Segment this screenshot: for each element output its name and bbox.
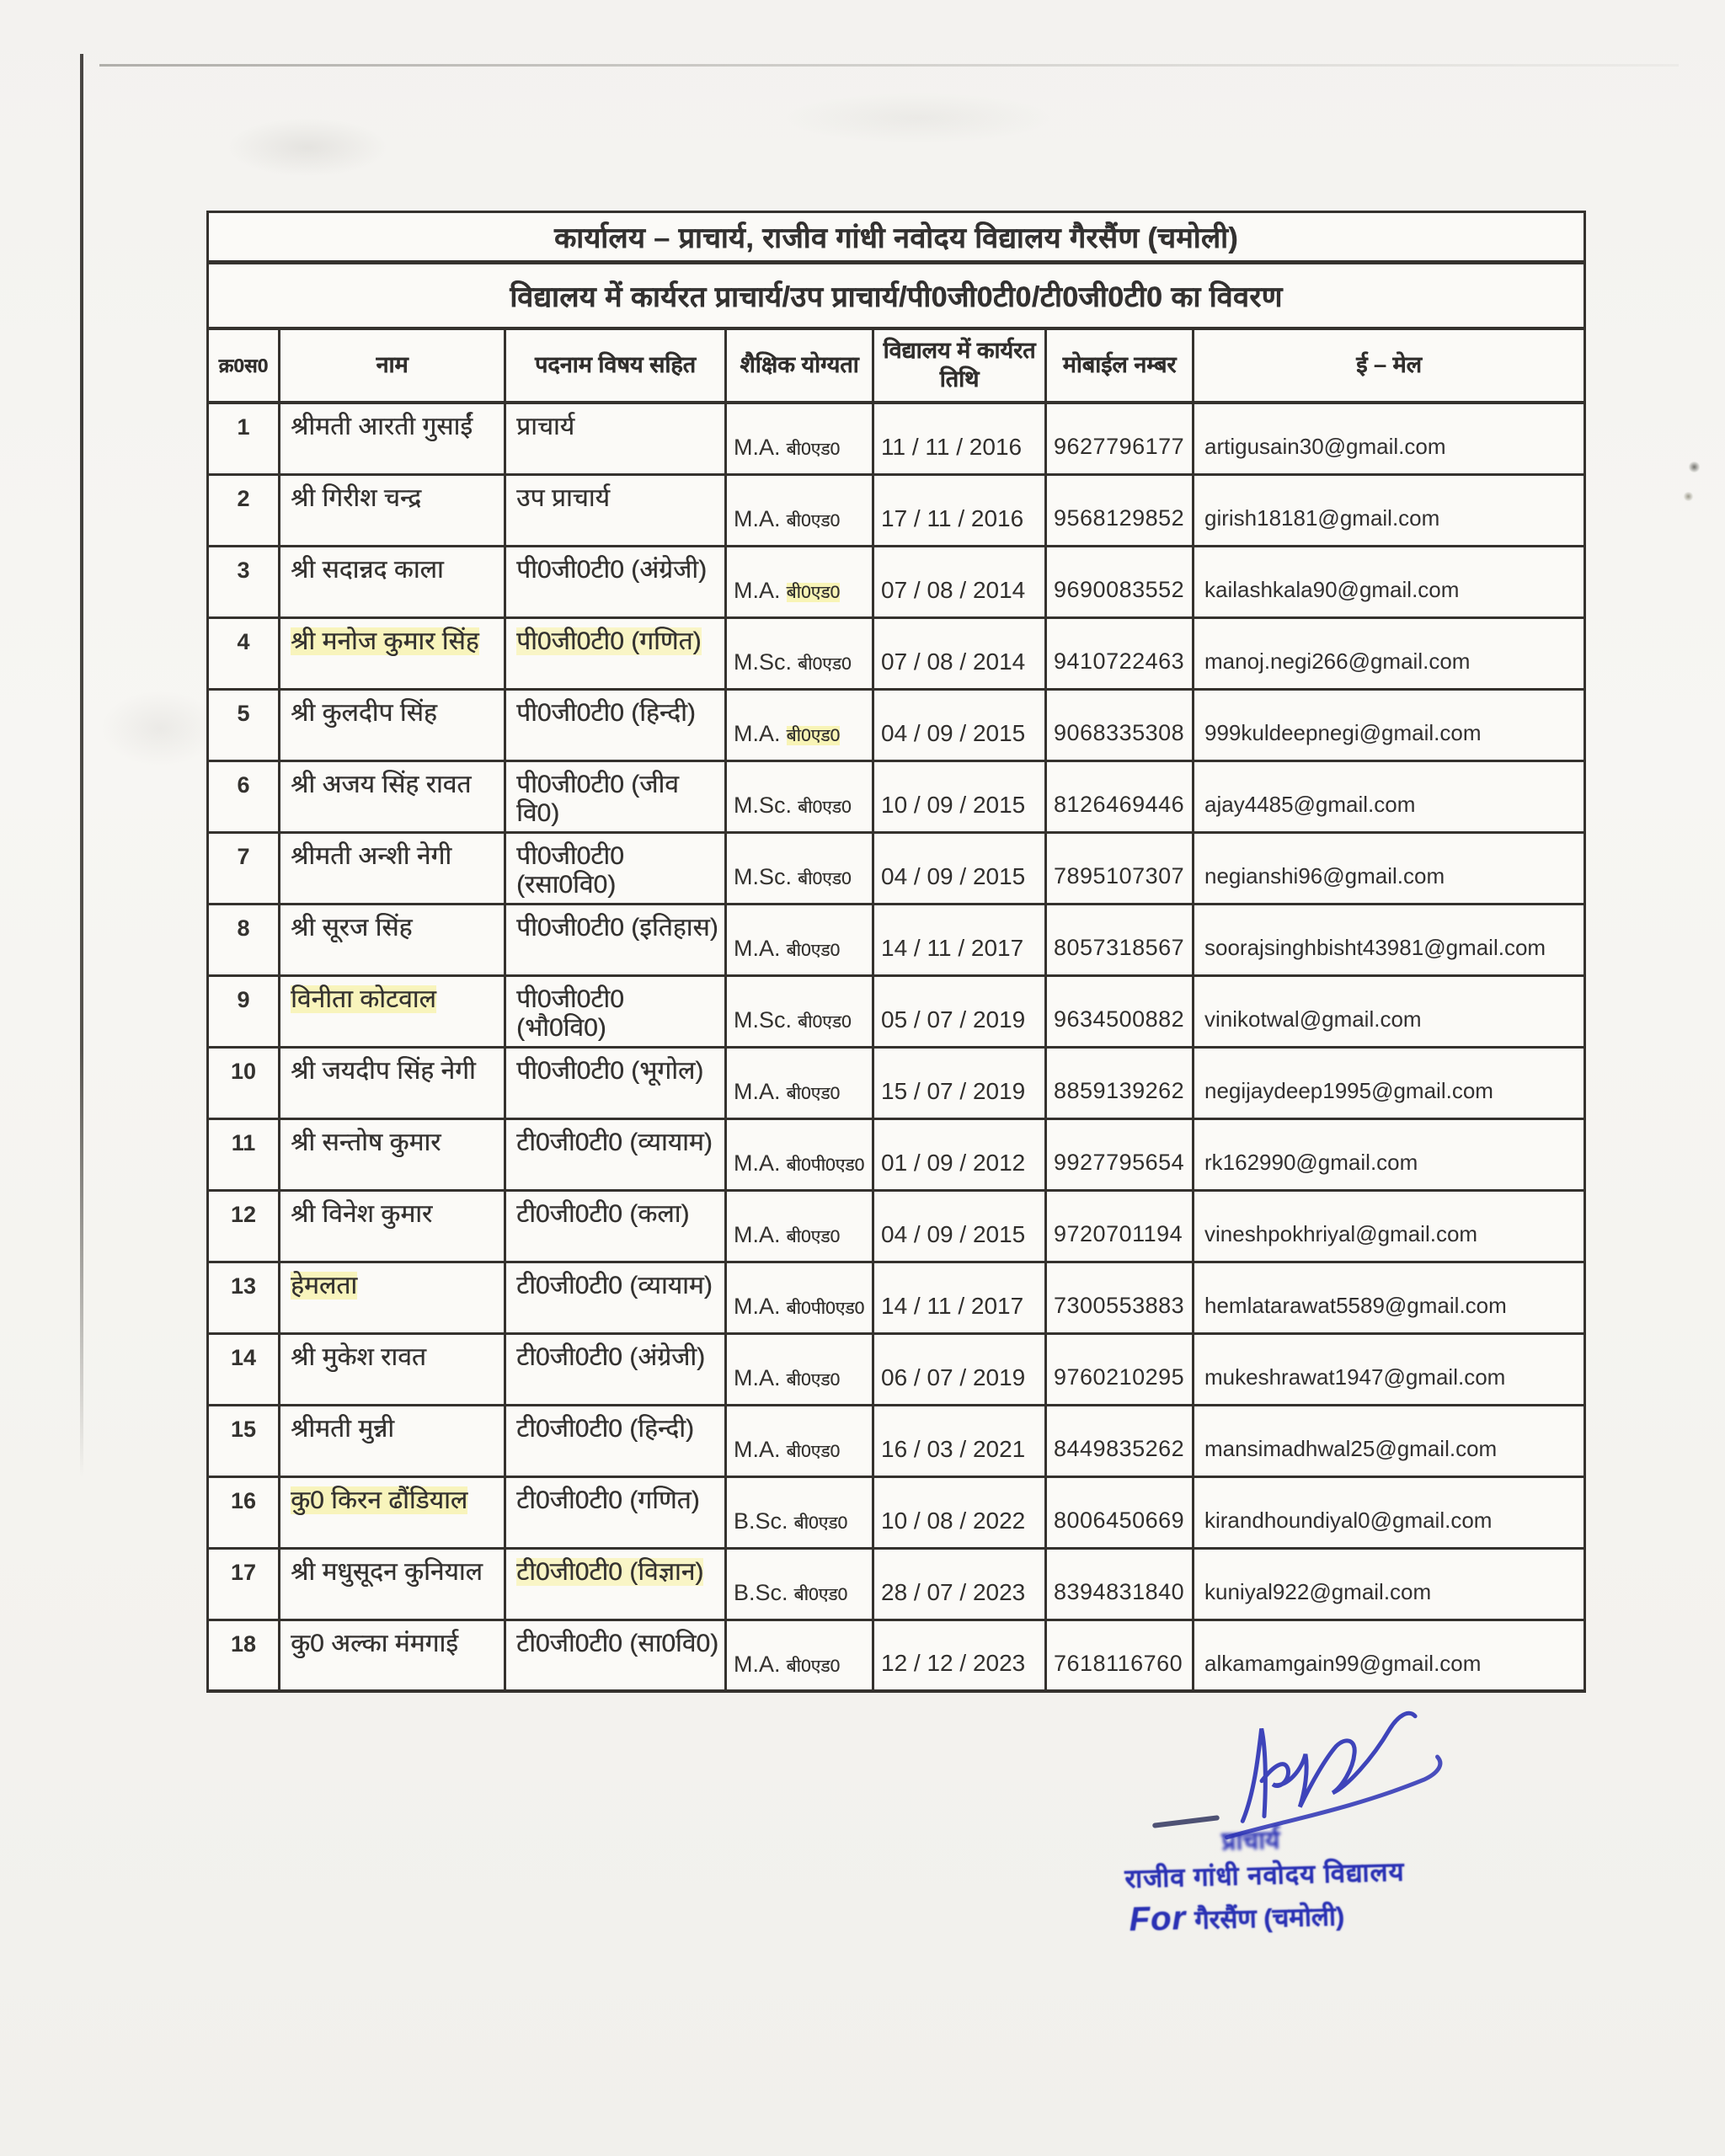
cell-designation: पी0जी0टी0 (गणित): [505, 617, 726, 689]
cell-joining-date: 10 / 08 / 2022: [873, 1476, 1046, 1548]
cell-designation: टी0जी0टी0 (कला): [505, 1190, 726, 1262]
cell-qualification: M.A. बी0पी0एड0: [726, 1262, 873, 1333]
cell-email: kuniyal922@gmail.com: [1194, 1548, 1585, 1620]
cell-joining-date: 05 / 07 / 2019: [873, 975, 1046, 1047]
cell-designation: प्राचार्य: [505, 403, 726, 474]
scan-speck: [1688, 462, 1701, 472]
cell-mobile: 9690083552: [1046, 546, 1194, 617]
cell-joining-date: 15 / 07 / 2019: [873, 1047, 1046, 1118]
cell-mobile: 9760210295: [1046, 1333, 1194, 1405]
cell-email: vineshpokhriyal@gmail.com: [1194, 1190, 1585, 1262]
scan-top-edge-line: [99, 64, 1679, 67]
cell-qualification: M.A. बी0एड0: [726, 1333, 873, 1405]
cell-name: श्री सूरज सिंह: [280, 904, 505, 975]
cell-qualification: M.A. बी0पी0एड0: [726, 1118, 873, 1190]
cell-email: hemlatarawat5589@gmail.com: [1194, 1262, 1585, 1333]
cell-designation: पी0जी0टी0 (हिन्दी): [505, 689, 726, 760]
cell-qualification: M.A. बी0एड0: [726, 689, 873, 760]
table-row: [208, 1548, 1585, 1620]
cell-email: kirandhoundiyal0@gmail.com: [1194, 1476, 1585, 1548]
cell-mobile: 8449835262: [1046, 1405, 1194, 1476]
cell-joining-date: 04 / 09 / 2015: [873, 832, 1046, 904]
cell-serial: 4: [208, 617, 280, 689]
cell-email: ajay4485@gmail.com: [1194, 760, 1585, 832]
cell-email: 999kuldeepnegi@gmail.com: [1194, 689, 1585, 760]
table-row: [208, 975, 1585, 1047]
cell-email: mukeshrawat1947@gmail.com: [1194, 1333, 1585, 1405]
cell-designation: टी0जी0टी0 (हिन्दी): [505, 1405, 726, 1476]
cell-name: श्री गिरीश चन्द्र: [280, 474, 505, 546]
cell-email: negijaydeep1995@gmail.com: [1194, 1047, 1585, 1118]
cell-serial: 16: [208, 1476, 280, 1548]
cell-email: kailashkala90@gmail.com: [1194, 546, 1585, 617]
cell-mobile: 9068335308: [1046, 689, 1194, 760]
table-row: [208, 1047, 1585, 1118]
cell-designation: टी0जी0टी0 (व्यायाम): [505, 1262, 726, 1333]
header-mobile: मोबाईल नम्बर: [1046, 328, 1194, 403]
cell-name: श्री मुकेश रावत: [280, 1333, 505, 1405]
cell-mobile: 9720701194: [1046, 1190, 1194, 1262]
cell-designation: टी0जी0टी0 (व्यायाम): [505, 1118, 726, 1190]
cell-name: हेमलता: [280, 1262, 505, 1333]
header-qualification: शैक्षिक योग्यता: [726, 328, 873, 403]
table-row: [208, 760, 1585, 832]
header-joining-date: विद्यालय में कार्यरत तिथि: [873, 328, 1046, 403]
cell-joining-date: 16 / 03 / 2021: [873, 1405, 1046, 1476]
cell-email: artigusain30@gmail.com: [1194, 403, 1585, 474]
table-row: [208, 1476, 1585, 1548]
cell-designation: उप प्राचार्य: [505, 474, 726, 546]
cell-mobile: 7895107307: [1046, 832, 1194, 904]
cell-mobile: 9927795654: [1046, 1118, 1194, 1190]
table-row: [208, 617, 1585, 689]
table-row: [208, 474, 1585, 546]
handwritten-for: For: [1129, 1899, 1187, 1939]
cell-name: श्री विनेश कुमार: [280, 1190, 505, 1262]
header-serial: क्र0स0: [208, 328, 280, 403]
cell-name: श्री मधुसूदन कुनियाल: [280, 1548, 505, 1620]
cell-designation: पी0जी0टी0 (भौ0वि0): [505, 975, 726, 1047]
cell-designation: टी0जी0टी0 (सा0वि0): [505, 1620, 726, 1691]
cell-designation: टी0जी0टी0 (विज्ञान): [505, 1548, 726, 1620]
cell-designation: टी0जी0टी0 (अंग्रेजी): [505, 1333, 726, 1405]
table-row: [208, 546, 1585, 617]
cell-serial: 14: [208, 1333, 280, 1405]
cell-joining-date: 28 / 07 / 2023: [873, 1548, 1046, 1620]
stamp-location: [1129, 1896, 1345, 1940]
cell-name: श्रीमती आरती गुसाईं: [280, 403, 505, 474]
table-row: [208, 832, 1585, 904]
cell-designation: पी0जी0टी0 (अंग्रेजी): [505, 546, 726, 617]
cell-email: vinikotwal@gmail.com: [1194, 975, 1585, 1047]
cell-qualification: M.Sc. बी0एड0: [726, 760, 873, 832]
cell-email: mansimadhwal25@gmail.com: [1194, 1405, 1585, 1476]
staff-roster-table: [206, 211, 1586, 1693]
table-row: [208, 403, 1585, 474]
cell-designation: पी0जी0टी0 (जीव वि0): [505, 760, 726, 832]
cell-email: alkamamgain99@gmail.com: [1194, 1620, 1585, 1691]
scan-smudge: [227, 118, 387, 177]
table-subtitle: विद्यालय में कार्यरत प्राचार्य/उप प्राचार्य/पी0जी0टी0/टी0जी0टी0 का विवरण: [208, 263, 1585, 329]
cell-serial: 5: [208, 689, 280, 760]
cell-serial: 2: [208, 474, 280, 546]
cell-serial: 17: [208, 1548, 280, 1620]
cell-designation: पी0जी0टी0 (रसा0वि0): [505, 832, 726, 904]
stamp-location-text: गैरसैंण (चमोली): [1194, 1901, 1345, 1935]
cell-joining-date: 12 / 12 / 2023: [873, 1620, 1046, 1691]
cell-name: श्री कुलदीप सिंह: [280, 689, 505, 760]
cell-joining-date: 06 / 07 / 2019: [873, 1333, 1046, 1405]
stamp-school-name: राजीव गांधी नवोदय विद्यालय: [1124, 1856, 1405, 1894]
signature-block: [1103, 1710, 1642, 1988]
scan-left-edge-line: [80, 54, 83, 1477]
scan-speck: [1683, 492, 1694, 501]
cell-serial: 7: [208, 832, 280, 904]
cell-qualification: B.Sc. बी0एड0: [726, 1476, 873, 1548]
cell-qualification: M.A. बी0एड0: [726, 403, 873, 474]
cell-qualification: M.A. बी0एड0: [726, 546, 873, 617]
cell-qualification: M.A. बी0एड0: [726, 474, 873, 546]
cell-serial: 3: [208, 546, 280, 617]
cell-email: negianshi96@gmail.com: [1194, 832, 1585, 904]
header-designation: पदनाम विषय सहित: [505, 328, 726, 403]
cell-serial: 10: [208, 1047, 280, 1118]
cell-name: कु0 किरन ढौंडियाल: [280, 1476, 505, 1548]
cell-email: manoj.negi266@gmail.com: [1194, 617, 1585, 689]
cell-name: कु0 अल्का मंमगाई: [280, 1620, 505, 1691]
cell-serial: 6: [208, 760, 280, 832]
cell-name: विनीता कोटवाल: [280, 975, 505, 1047]
cell-email: girish18181@gmail.com: [1194, 474, 1585, 546]
office-stamp: [1102, 1811, 1627, 1976]
table-row: [208, 1262, 1585, 1333]
cell-name: श्रीमती मुन्नी: [280, 1405, 505, 1476]
table-row: [208, 1190, 1585, 1262]
office-title: कार्यालय – प्राचार्य, राजीव गांधी नवोदय विद्यालय गैरसैंण (चमोली): [208, 212, 1585, 263]
cell-serial: 12: [208, 1190, 280, 1262]
cell-qualification: M.Sc. बी0एड0: [726, 975, 873, 1047]
table-row: [208, 1333, 1585, 1405]
cell-email: soorajsinghbisht43981@gmail.com: [1194, 904, 1585, 975]
cell-joining-date: 11 / 11 / 2016: [873, 403, 1046, 474]
cell-qualification: B.Sc. बी0एड0: [726, 1548, 873, 1620]
cell-mobile: 9568129852: [1046, 474, 1194, 546]
cell-qualification: M.A. बी0एड0: [726, 1190, 873, 1262]
cell-serial: 8: [208, 904, 280, 975]
cell-joining-date: 07 / 08 / 2014: [873, 617, 1046, 689]
cell-joining-date: 07 / 08 / 2014: [873, 546, 1046, 617]
cell-mobile: 9410722463: [1046, 617, 1194, 689]
cell-mobile: 7618116760: [1046, 1620, 1194, 1691]
cell-joining-date: 14 / 11 / 2017: [873, 1262, 1046, 1333]
table-row: [208, 1620, 1585, 1691]
cell-mobile: 8006450669: [1046, 1476, 1194, 1548]
cell-serial: 11: [208, 1118, 280, 1190]
cell-serial: 15: [208, 1405, 280, 1476]
table-row: [208, 1118, 1585, 1190]
stamp-designation: प्राचार्य: [1220, 1826, 1280, 1856]
scan-smudge: [101, 691, 219, 766]
cell-qualification: M.Sc. बी0एड0: [726, 832, 873, 904]
header-name: नाम: [280, 328, 505, 403]
cell-name: श्री सदान्नद काला: [280, 546, 505, 617]
header-email: ई – मेल: [1194, 328, 1585, 403]
cell-serial: 18: [208, 1620, 280, 1691]
cell-name: श्री अजय सिंह रावत: [280, 760, 505, 832]
table-row: [208, 904, 1585, 975]
cell-mobile: 8394831840: [1046, 1548, 1194, 1620]
table-row: [208, 689, 1585, 760]
cell-joining-date: 14 / 11 / 2017: [873, 904, 1046, 975]
cell-name: श्री मनोज कुमार सिंह: [280, 617, 505, 689]
cell-name: श्रीमती अन्शी नेगी: [280, 832, 505, 904]
cell-mobile: 9634500882: [1046, 975, 1194, 1047]
column-header-row: [208, 328, 1585, 403]
cell-designation: पी0जी0टी0 (इतिहास): [505, 904, 726, 975]
cell-qualification: M.A. बी0एड0: [726, 1047, 873, 1118]
staff-rows: [208, 403, 1585, 1691]
document-subtitle-row: [208, 263, 1585, 329]
cell-qualification: M.A. बी0एड0: [726, 1405, 873, 1476]
cell-mobile: 8057318567: [1046, 904, 1194, 975]
cell-mobile: 8126469446: [1046, 760, 1194, 832]
cell-qualification: M.Sc. बी0एड0: [726, 617, 873, 689]
cell-serial: 9: [208, 975, 280, 1047]
cell-joining-date: 01 / 09 / 2012: [873, 1118, 1046, 1190]
cell-qualification: M.A. बी0एड0: [726, 904, 873, 975]
cell-mobile: 8859139262: [1046, 1047, 1194, 1118]
cell-joining-date: 04 / 09 / 2015: [873, 689, 1046, 760]
cell-email: rk162990@gmail.com: [1194, 1118, 1585, 1190]
cell-joining-date: 17 / 11 / 2016: [873, 474, 1046, 546]
document-title-row: [208, 212, 1585, 263]
cell-designation: पी0जी0टी0 (भूगोल): [505, 1047, 726, 1118]
cell-name: श्री सन्तोष कुमार: [280, 1118, 505, 1190]
cell-name: श्री जयदीप सिंह नेगी: [280, 1047, 505, 1118]
cell-joining-date: 04 / 09 / 2015: [873, 1190, 1046, 1262]
cell-designation: टी0जी0टी0 (गणित): [505, 1476, 726, 1548]
cell-joining-date: 10 / 09 / 2015: [873, 760, 1046, 832]
scan-smudge: [783, 93, 1053, 143]
cell-qualification: M.A. बी0एड0: [726, 1620, 873, 1691]
table-row: [208, 1405, 1585, 1476]
cell-serial: 13: [208, 1262, 280, 1333]
cell-serial: 1: [208, 403, 280, 474]
cell-mobile: 7300553883: [1046, 1262, 1194, 1333]
cell-mobile: 9627796177: [1046, 403, 1194, 474]
